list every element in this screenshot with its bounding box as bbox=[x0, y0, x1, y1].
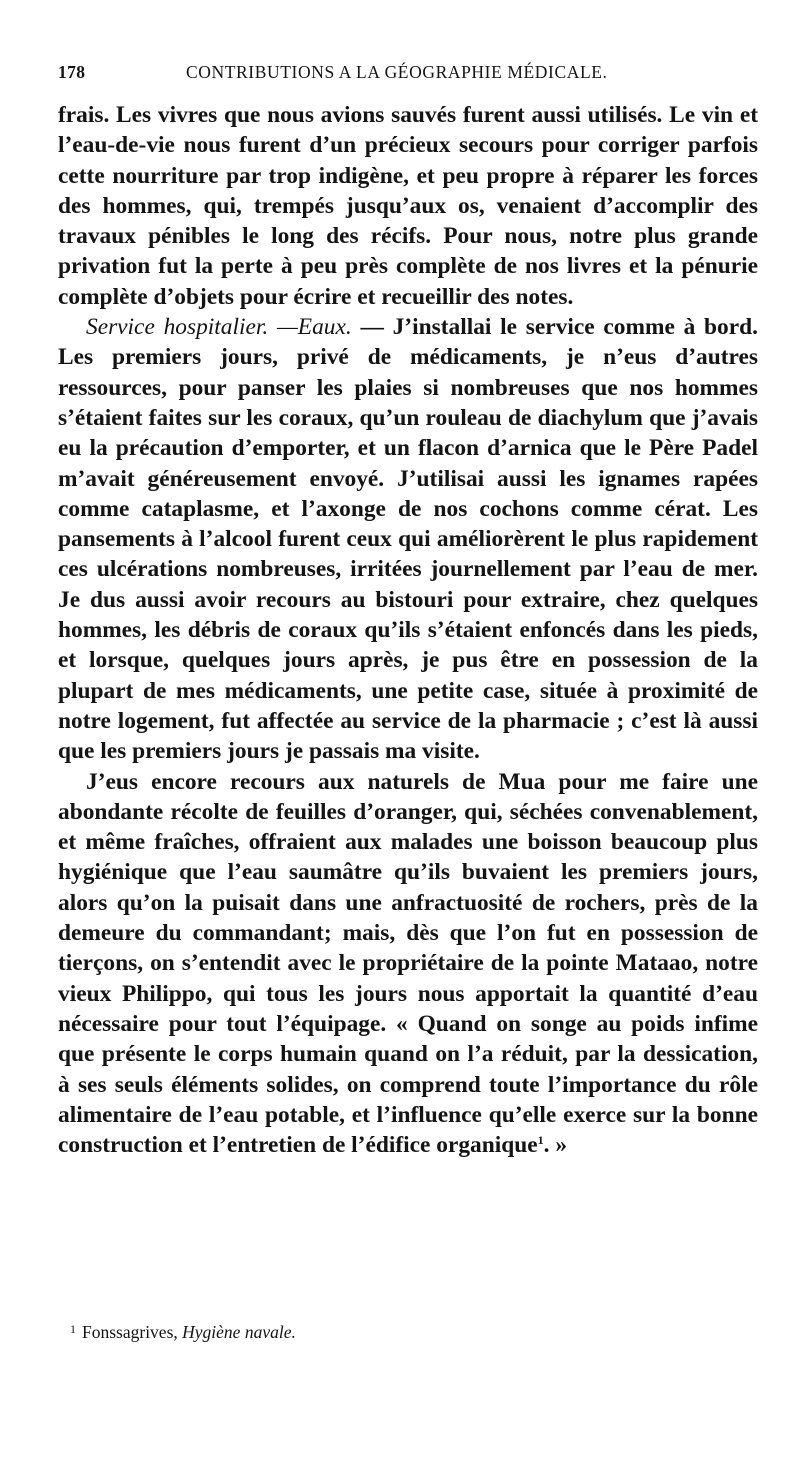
footnote-reference: 1 bbox=[537, 1133, 544, 1148]
paragraph-3-tail: . » bbox=[543, 1132, 568, 1159]
footnote-title: Hygiène navale. bbox=[182, 1322, 296, 1342]
paragraph-2 bbox=[58, 312, 758, 766]
paragraph-3 bbox=[58, 767, 758, 1161]
paragraph-3-text: J’eus encore recours aux naturels de Mua pour me faire une abondante récolte de feuilles d’oranger, qui, séchées convenablement, et même fraîches, offraient aux malades une boisson beaucoup plus hygiénique que l’eau saumâtre qu’ils buvaient les premiers jours, alors qu’on la puisait dans une anfractuosité de rochers, près de la demeure du commandant; mais, dès que l’on fut en possession de tierçons, on s’entendit avec le propriétaire de la pointe Mataao, notre vieux Philippo, qui tous les jours nous apportait la quantité d’eau nécessaire pour tout l’équipage. « Quand on songe au poids infime que présente le corps humain quand on l’a réduit, par la dessication, à ses seuls éléments solides, on comprend toute l’importance du rôle alimentaire de l’eau potable, et l’influence qu’elle exerce sur la bonne construction et l’entretien de l’édifice organique bbox=[58, 768, 758, 1159]
paragraph-2-text: — J’installai le service comme à bord. Les premiers jours, privé de médicaments, je n’eus d’autres ressources, pour panser les plaies si nombreuses que nos hommes s’étaient faites sur les coraux, qu’un rouleau de diachylum que j’avais eu la précaution d’emporter, et un flacon d’arnica que le Père Padel m’avait généreusement envoyé. J’utilisai aussi les ignames rapées comme cataplasme, et l’axonge de nos cochons comme cérat. Les pansements à l’alcool furent ceux qui améliorèrent le plus rapidement ces ulcérations nombreuses, irritées journellement par l’eau de mer. Je dus aussi avoir recours au bistouri pour extraire, chez quelques hommes, les débris de coraux qu’ils s’étaient enfoncés dans les pieds, et lorsque, quelques jours après, je pus être en possession de la plupart de mes médicaments, une petite case, située à proximité de notre logement, fut affectée au service de la pharmacie ; c’est là aussi que les premiers jours je passais ma visite. bbox=[58, 314, 758, 765]
section-heading: Service hospitalier. —Eaux. bbox=[86, 314, 352, 341]
running-title: CONTRIBUTIONS A LA GÉOGRAPHIE MÉDICALE. bbox=[186, 62, 608, 82]
paragraph-1-text: frais. Les vivres que nous avions sauvés furent aussi utilisés. Le vin et l’eau-de-vie nous furent d’un précieux secours pour corriger parfois cette nourriture par trop indigène, et peu propre à réparer les forces des hommes, qui, trempés jusqu’aux os, venaient d’accomplir des travaux pénibles le long des récifs. Pour nous, notre plus grande privation fut la perte à peu près complète de nos livres et la pénurie complète d’objets pour écrire et recueillir des notes. bbox=[58, 102, 758, 310]
footnote-mark: 1 bbox=[70, 1322, 76, 1336]
body-text bbox=[58, 100, 758, 1160]
running-head bbox=[58, 62, 758, 86]
page-number: 178 bbox=[58, 62, 86, 82]
footnote bbox=[70, 1322, 690, 1343]
footnote-author: Fonssagrives, bbox=[82, 1322, 178, 1342]
paragraph-1 bbox=[58, 100, 758, 312]
